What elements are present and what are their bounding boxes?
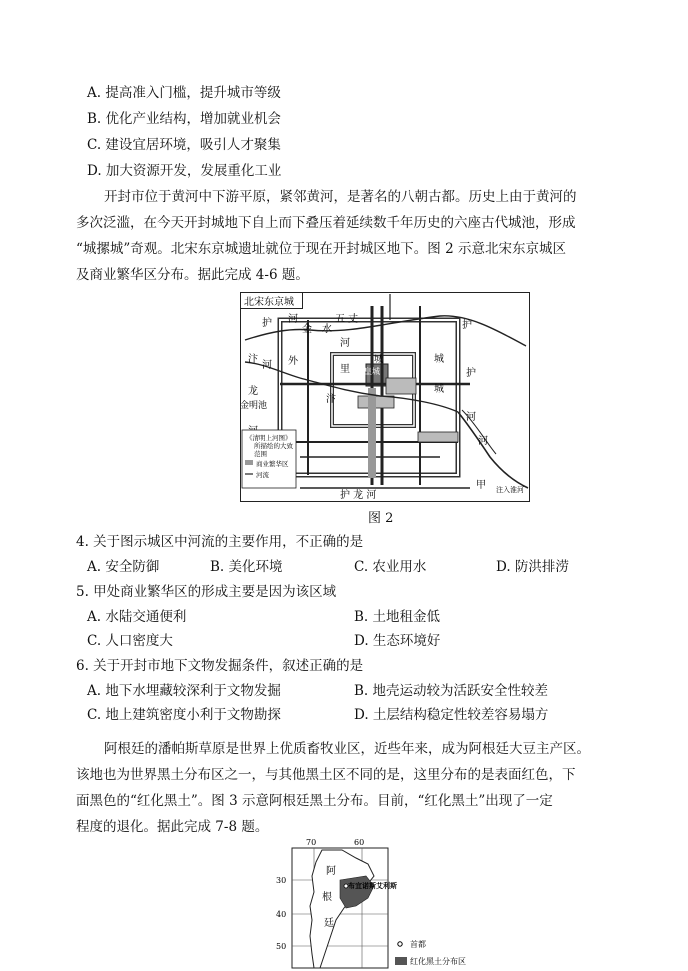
q6-option-b: B. 地壳运动较为活跃安全性较差 — [354, 683, 549, 699]
q6-option-c: C. 地上建筑密度小利于文物勘探 — [87, 707, 281, 723]
passage1-line: 多次泛滥，在今天开封城地下自上而下叠压着延续数千年历史的六座古代城池，形成 — [76, 215, 576, 231]
q6-option-a: A. 地下水埋藏较深利于文物发掘 — [87, 683, 281, 699]
q5-option-a: A. 水陆交通便利 — [87, 609, 187, 625]
map-label: 40 — [276, 910, 287, 919]
passage2-line: 面黑色的“红化黑土”。图 3 示意阿根廷黑土分布。目前，“红化黑土”出现了一定 — [76, 793, 553, 809]
map-label: 城 — [434, 354, 444, 365]
map-label: 商业繁华区 — [256, 460, 289, 468]
map-label: 注入淮河 — [496, 486, 524, 494]
q3-option-d: D. 加大资源开发，发展重化工业 — [87, 163, 282, 179]
q3-option-c: C. 建设宜居环境，吸引人才聚集 — [87, 137, 281, 153]
q4-stem: 4. 关于图示城区中河流的主要作用，不正确的是 — [76, 534, 364, 550]
map-label: 河 — [288, 314, 298, 325]
map-label: 城 — [374, 355, 384, 365]
map-label: 布宜诺斯艾利斯 — [348, 881, 397, 890]
q6-option-d: D. 土层结构稳定性较差容易塌方 — [354, 707, 549, 723]
q6-stem: 6. 关于开封市地下文物发掘条件，叙述正确的是 — [76, 658, 364, 674]
map-label: 金 — [302, 324, 312, 335]
map-label: 五 丈 — [335, 314, 359, 325]
q4-option-d: D. 防洪排涝 — [496, 559, 569, 575]
map-label: 范围 — [254, 450, 267, 458]
map-label: 红化黑土分布区 — [410, 957, 466, 966]
q5-option-d: D. 生态环境好 — [354, 633, 441, 649]
map-label: 护 — [462, 320, 472, 331]
map-label: 30 — [276, 876, 287, 885]
map-label: 金明池 — [240, 401, 268, 411]
map-label: 廷 — [324, 918, 334, 929]
map-label: 70 — [306, 838, 317, 847]
q5-stem: 5. 甲处商业繁华区的形成主要是因为该区域 — [76, 584, 337, 600]
map-label: 河 — [478, 436, 488, 447]
passage1-line: “城摞城”奇观。北宋东京城遗址就位于现在开封城区地下。图 2 示意北宋东京城区 — [76, 241, 566, 257]
map-label: 首都 — [410, 940, 426, 949]
q3-option-a: A. 提高准入门槛，提升城市等级 — [87, 85, 281, 101]
map-label: 护 — [466, 368, 476, 379]
figure-3-map — [270, 836, 500, 971]
map-label: 皇城 — [364, 367, 380, 376]
map-label: 河 — [262, 360, 272, 371]
map-label: 《清明上河图》 — [246, 434, 292, 442]
map-label: 50 — [276, 942, 287, 951]
q5-option-b: B. 土地租金低 — [354, 609, 441, 625]
map-label: 外 — [288, 356, 298, 367]
map-label: 龙 — [248, 386, 258, 397]
map-label: 城 — [434, 384, 444, 395]
map-label: 甲 — [476, 480, 486, 491]
map-label: 里 — [340, 364, 350, 375]
passage2-line: 程度的退化。据此完成 7-8 题。 — [76, 819, 269, 835]
map-label: 汴 — [326, 394, 336, 405]
map-label: 水 — [322, 324, 332, 335]
passage2-line: 阿根廷的潘帕斯草原是世界上优质畜牧业区，近些年来，成为阿根廷大豆主产区。 — [104, 741, 590, 757]
map-label: 60 — [354, 838, 365, 847]
map-label: 河 — [466, 412, 476, 423]
map-label: 护 龙 河 — [340, 490, 377, 501]
map-label: 根 — [322, 892, 332, 903]
passage1-line: 及商业繁华区分布。据此完成 4-6 题。 — [76, 267, 309, 283]
q3-option-b: B. 优化产业结构，增加就业机会 — [87, 111, 282, 127]
map-label: 护 — [262, 318, 272, 329]
passage2-line: 该地也为世界黑土分布区之一，与其他黑土区不同的是，这里分布的是表面红色，下 — [76, 767, 576, 783]
q5-option-c: C. 人口密度大 — [87, 633, 173, 649]
q4-option-a: A. 安全防御 — [87, 559, 160, 575]
map-label: 河流 — [256, 471, 269, 479]
map-label: 阿 — [326, 866, 336, 877]
map-label: 河 — [340, 338, 350, 349]
passage1-line: 开封市位于黄河中下游平原，紧邻黄河，是著名的八朝古都。历史上由于黄河的 — [104, 189, 577, 205]
figure-2-map — [240, 292, 530, 502]
map-label: 所描绘的大致 — [254, 442, 293, 450]
figure-2-caption: 图 2 — [368, 511, 394, 526]
q4-option-b: B. 美化环境 — [210, 559, 283, 575]
q4-option-c: C. 农业用水 — [354, 559, 427, 575]
map-label: 汴 — [248, 354, 258, 365]
fig2-title: 北宋东京城 — [244, 297, 294, 308]
